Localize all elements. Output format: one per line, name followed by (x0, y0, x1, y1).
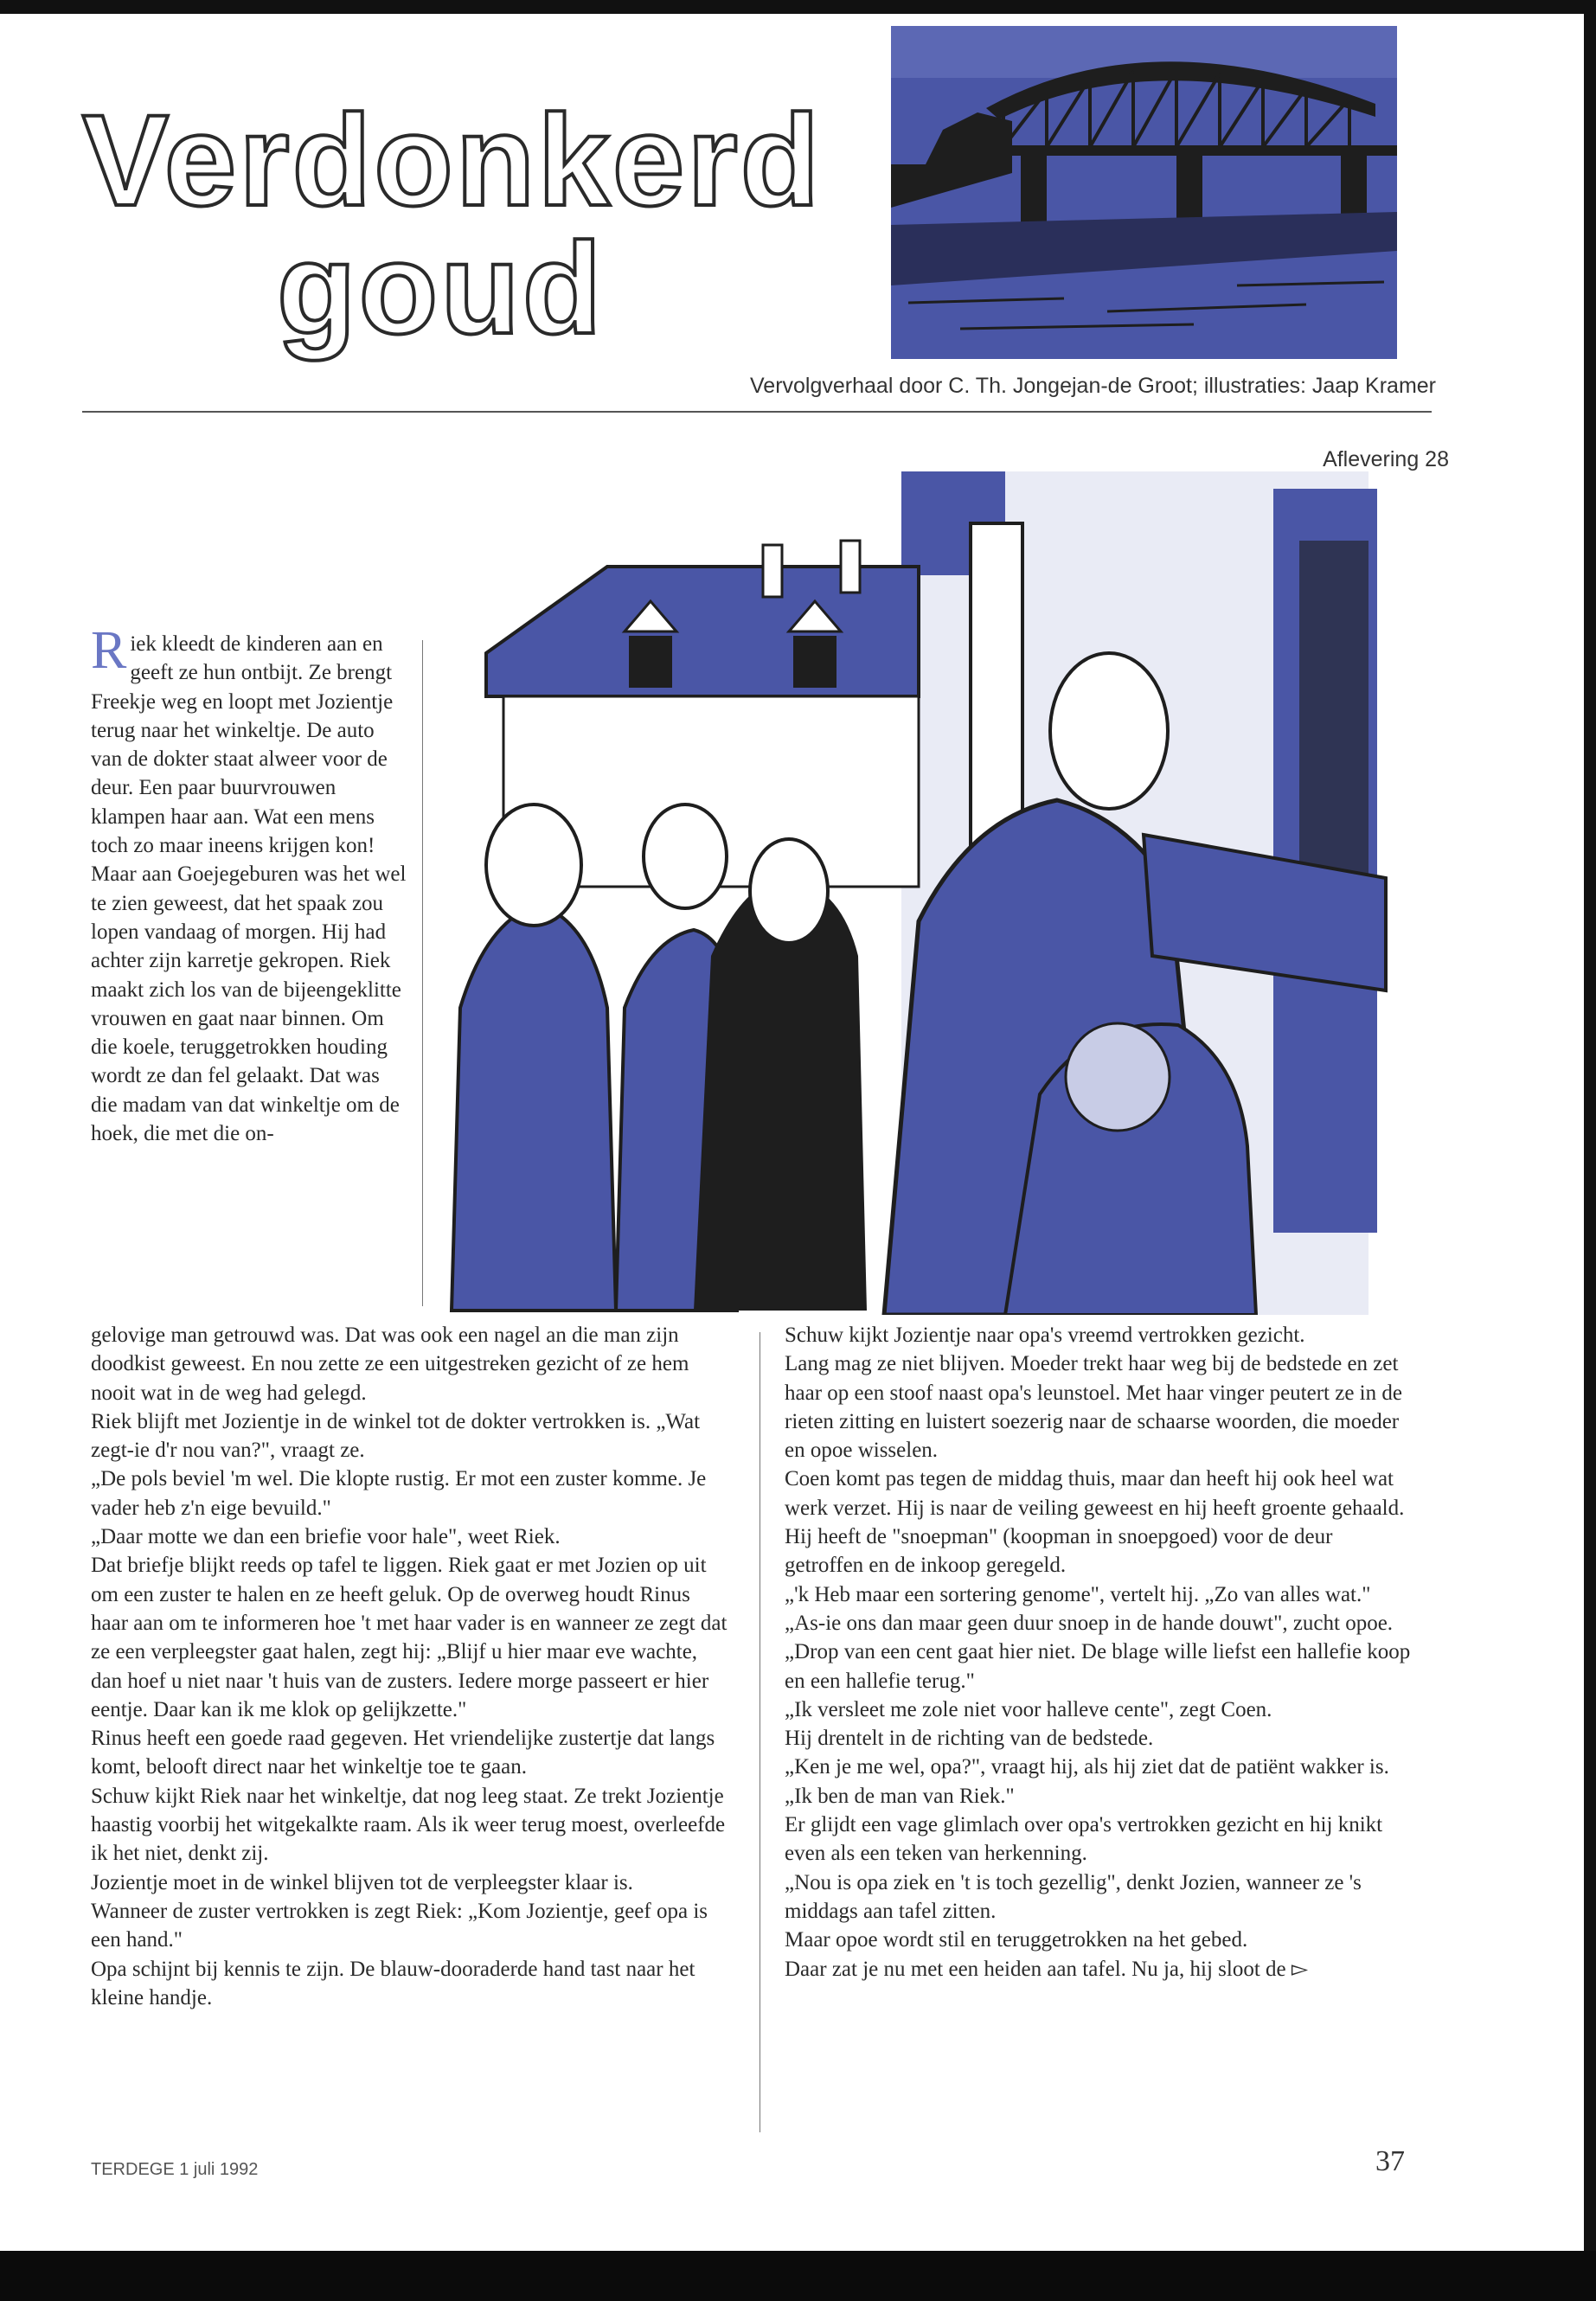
page-frame-right (1584, 0, 1596, 2301)
article-paragraph: Schuw kijkt Riek naar het winkeltje, dat nog leeg staat. Ze trekt Jozientje haastig voorbij het witgekalkte raam. Als ik weer terug moest, overleefde ik het niet, denkt zij. (91, 1784, 726, 1866)
episode-label: Aflevering 28 (1323, 447, 1449, 471)
article-paragraph: Maar opoe wordt stil en teruggetrokken na het gebed. (785, 1928, 1248, 1952)
article-paragraph: Riek blijft met Jozientje in de winkel tot de dokter vertrokken is. „Wat zegt-ie d'r nou van?", vraagt ze. (91, 1409, 701, 1463)
article-paragraph: Lang mag ze niet blijven. Moeder trekt haar weg bij de bedstede en zet haar op een stoof naast opa's leunstoel. Met haar vinger peutert ze in de rieten zitting en luistert soezerig naar de schaarse woorden, die moeder en opoe wisselen. (785, 1352, 1402, 1463)
title-line-2: goud (277, 215, 605, 361)
title-line-1: Verdonkerd (82, 87, 823, 233)
article-column-1 (91, 621, 409, 1148)
article-paragraph: Rinus heeft een goede raad gegeven. Het vriendelijke zustertje dat langs komt, belooft direct naar het winkeltje toe te gaan. (91, 1727, 715, 1779)
page-number: 37 (1375, 2145, 1405, 2177)
drop-cap: R (91, 621, 127, 680)
bridge-illustration (891, 26, 1397, 359)
article-paragraph: Jozientje moet in de winkel blijven tot de verpleegster klaar is. (91, 1870, 633, 1894)
article-paragraph: „Daar motte we dan een briefie voor hale", weet Riek. (91, 1525, 561, 1549)
story-credit: Vervolgverhaal door C. Th. Jongejan-de Groot; illustraties: Jaap Kramer (750, 374, 1436, 398)
article-paragraph: Wanneer de zuster vertrokken is zegt Riek: „Kom Jozientje, geef opa is een hand." (91, 1899, 708, 1952)
page-frame-top (0, 0, 1596, 14)
article-paragraph: „Ik versleet me zole niet voor halleve cente", zegt Coen. (785, 1697, 1272, 1721)
article-paragraph: Opa schijnt bij kennis te zijn. De blauw-dooraderde hand tast naar het kleine handje. (91, 1957, 695, 2009)
article-paragraph: Hij drentelt in de richting van de bedstede. (785, 1727, 1154, 1751)
header-rule (82, 411, 1432, 413)
publication-footer: TERDEGE 1 juli 1992 (91, 2160, 259, 2179)
article-paragraph: Daar zat je nu met een heiden aan tafel. Nu ja, hij sloot de ▻ (785, 1957, 1309, 1981)
article-paragraph: gelovige man getrouwd was. Dat was ook een nagel an die man zijn doodkist geweest. En nou zette ze een uitgestreken gezicht of ze hem nooit wat in de weg had gelegd. (91, 1324, 689, 1405)
article-paragraph: „As-ie ons dan maar geen duur snoep in de hande douwt", zucht opoe. „Drop van een cent gaat hier niet. De blage wille liefst een hallefie koop en een hallefie terug." (785, 1611, 1411, 1693)
column-divider-top (422, 640, 423, 1306)
page-frame-bottom (0, 2251, 1596, 2301)
article-paragraph: „De pols beviel 'm wel. Die klopte rustig. Er mot een zuster komme. Je vader heb z'n eige bevuild." (91, 1467, 707, 1520)
article-column-3 (785, 1321, 1412, 1984)
article-paragraph: „'k Heb maar een sortering genome", vertelt hij. „Zo van alles wat." (785, 1582, 1371, 1606)
article-paragraph: Coen komt pas tegen de middag thuis, maar dan heeft hij ook heel wat werk verzet. Hij is naar de veiling geweest en hij heeft groente gehaald. Hij heeft de "snoepman" (koopman in snoepgoed) voor de deur getroffen en de inkoop geregeld. (785, 1467, 1405, 1578)
article-paragraph: Er glijdt een vage glimlach over opa's vertrokken gezicht en hij knikt even als een teken van herkenning. (785, 1813, 1383, 1866)
article-paragraph: iek kleedt de kinderen aan en geeft ze hun ontbijt. Ze brengt Freekje weg en loopt met Jozientje terug naar het winkeltje. De auto van de dokter staat alweer voor de deur. Een paar buurvrouwen klampen haar aan. Wat een mens toch zo maar ineens krijgen kon! Maar aan Goejegeburen was het wel te zien geweest, dat het spaak zou lopen vandaag of morgen. Hij had achter zijn karretje gekropen. Riek maakt zich los van de bijeengeklitte vrouwen en gaat naar binnen. Om die koele, teruggetrokken houding wordt ze dan fel gelaakt. Dat was die madam van dat winkeltje om de hoek, die met die on- (91, 632, 407, 1146)
article-paragraph: „Nou is opa ziek en 't is toch gezellig", denkt Jozien, wanneer ze 's middags aan tafel zitten. (785, 1870, 1362, 1923)
article-paragraph: „Ken je me wel, opa?", vraagt hij, als hij ziet dat de patiënt wakker is. „Ik ben de man van Riek." (785, 1755, 1389, 1808)
article-paragraph: Dat briefje blijkt reeds op tafel te liggen. Riek gaat er met Jozien op uit om een zuster te halen en ze heeft geluk. Op de overweg houdt Rinus haar aan om te informeren hoe 't met haar vader is en wanneer ze zegt dat ze een verpleegster gaat halen, zegt hij: „Blijf u hier maar eve wachte, dan hoef u niet naar 't huis van de zusters. Iedere morge passeert er hier eentje. Daar kan ik me klok op gelijkzette." (91, 1554, 727, 1721)
story-illustration (434, 471, 1412, 1315)
article-column-2 (91, 1321, 731, 2012)
article-paragraph: Schuw kijkt Jozientje naar opa's vreemd vertrokken gezicht. (785, 1324, 1305, 1347)
